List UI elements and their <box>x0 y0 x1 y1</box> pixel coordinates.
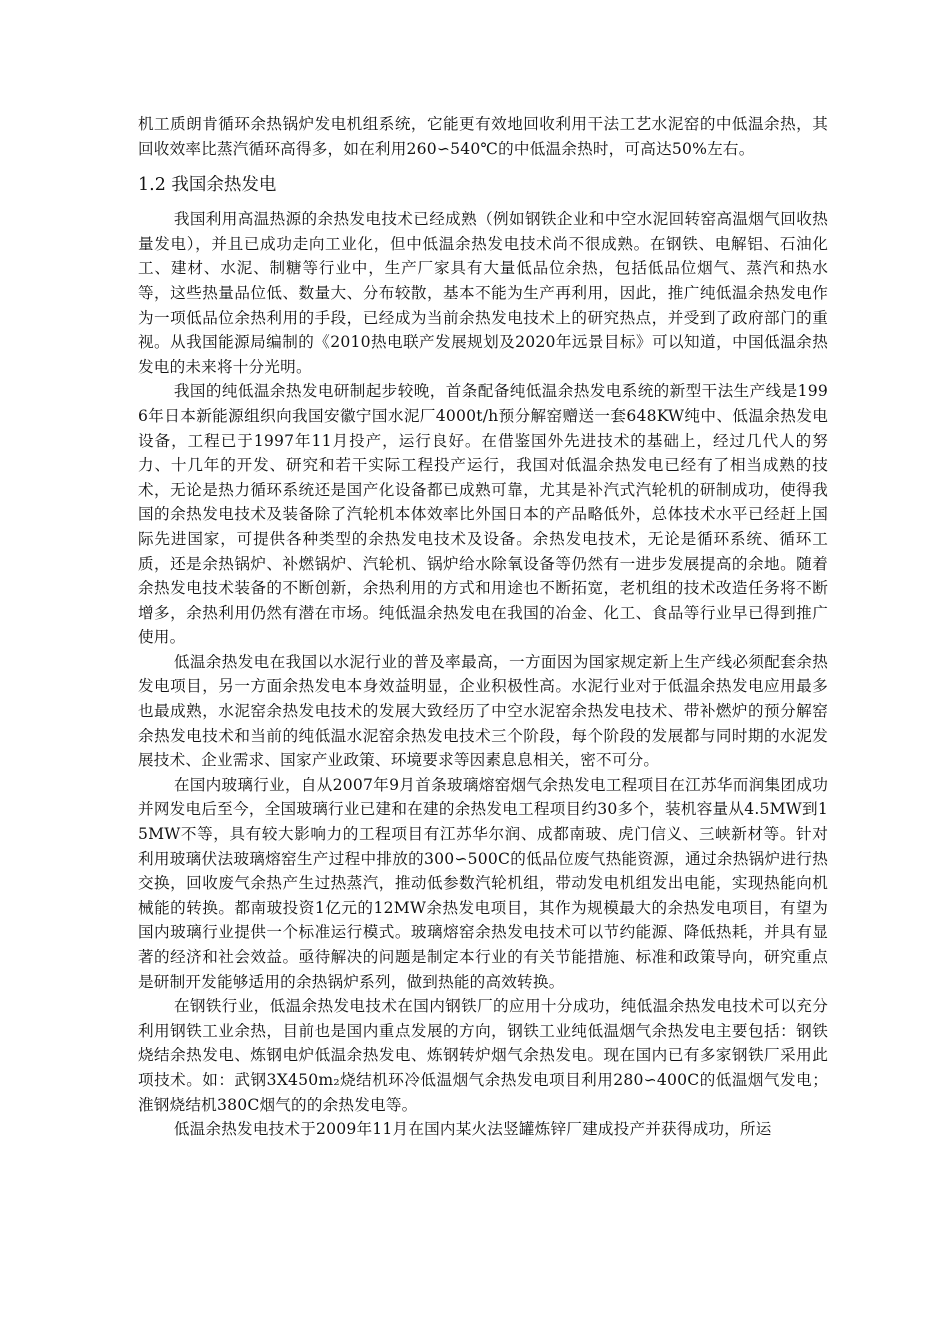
paragraph-6: 低温余热发电技术于2009年11月在国内某火法竖罐炼锌厂建成投产并获得成功，所运 <box>173 1120 772 1139</box>
paragraph-2: 我国的纯低温余热发电研制起步较晚，首条配备纯低温余热发电系统的新型干法生产线是1996年日本新能源组织向我国安徽宁国水泥厂4000t/h预分解窑赠送一套648KW纯中、低温余热发电设备，工程已于1997年11月投产，运行良好。在借鉴国外先进技术的基础上，经过几代人的努力、十几年的开发、研究和若干实际工程投产运行，我国对低温余热发电已经有了相当成熟的技术，无论是热力循环系统还是国产化设备都已成熟可靠，尤其是补汽式汽轮机的研制成功，使得我国的余热发电技术及装备除了汽轮机本体效率比外国日本的产品略低外，总体技术水平已经赶上国际先进国家，可提供各种类型的余热发电技术及设备。余热发电技术，无论是循环系统、循环工质，还是余热锅炉、补燃锅炉、汽轮机、锅炉给水除氧设备等仍然有一进步发展提高的余地。随着余热发电技术装备的不断创新，余热利用的方式和用途也不断拓宽，老机组的技术改造任务将不断增多，余热利用仍然有潜在市场。纯低温余热发电在我国的冶金、化工、食品等行业早已得到推广使用。 <box>138 382 828 647</box>
section-heading: 1.2 我国余热发电 <box>138 175 277 196</box>
paragraph-3: 低温余热发电在我国以水泥行业的普及率最高，一方面因为国家规定新上生产线必须配套余热发电项目，另一方面余热发电本身效益明显，企业积极性高。水泥行业对于低温余热发电应用最多也最成熟，水泥窑余热发电技术的发展大致经历了中空水泥窑余热发电技术、带补燃炉的预分解窑余热发电技术和当前的纯低温水泥窑余热发电技术三个阶段，每个阶段的发展都与同时期的水泥发展技术、企业需求、国家产业政策、环境要求等因素息息相关，密不可分。 <box>138 652 828 770</box>
paragraph-continued: 机工质朗肯循环余热锅炉发电机组系统，它能更有效地回收利用干法工艺水泥窑的中低温余热，其回收效率比蒸汽循环高得多，如在利用260∽540℃的中低温余热时，可高达50%左右。 <box>138 115 828 158</box>
paragraph-5: 在钢铁行业，低温余热发电技术在国内钢铁厂的应用十分成功，纯低温余热发电技术可以充分利用钢铁工业余热，目前也是国内重点发展的方向，钢铁工业纯低温烟气余热发电主要包括：钢铁烧结余热发电、炼钢电炉低温余热发电、炼钢转炉烟气余热发电。现在国内已有多家钢铁厂采用此项技术。如：武钢3X450m₂烧结机环冷低温烟气余热发电项目利用280∽400C的低温烟气发电；淮钢烧结机380C烟气的的余热发电等。 <box>138 997 828 1114</box>
paragraph-4: 在国内玻璃行业，自从2007年9月首条玻璃熔窑烟气余热发电工程项目在江苏华而润集团成功并网发电后至今，全国玻璃行业已建和在建的余热发电工程项目约30多个，装机容量从4.5MW到15MW不等，具有较大影响力的工程项目有江苏华尔润、成都南玻、虎门信义、三峡新材等。针对利用玻璃伏法玻璃熔窑生产过程中排放的300∽500C的低品位废气热能资源，通过余热锅炉进行热交换，回收废气余热产生过热蒸汽，推动低参数汽轮机组，带动发电机组发出电能，实现热能向机械能的转换。都南玻投资1亿元的12MW余热发电项目，其作为规模最大的余热发电项目，有望为国内玻璃行业提供一个标准运行模式。玻璃熔窑余热发电技术可以节约能源、降低热耗，并具有显著的经济和社会效益。亟待解决的问题是制定本行业的有关节能措施、标准和政策导向，研究重点是研制开发能够适用的余热锅炉系列，做到热能的高效转换。 <box>138 775 828 991</box>
document-page <box>138 112 828 1142</box>
paragraph-1: 我国利用高温热源的余热发电技术已经成熟（例如钢铁企业和中空水泥回转窑高温烟气回收热量发电），并且已成功走向工业化，但中低温余热发电技术尚不很成熟。在钢铁、电解铝、石油化工、建材、水泥、制糖等行业中，生产厂家具有大量低品位余热，包括低品位烟气、蒸汽和热水等，这些热量品位低、数量大、分布较散，基本不能为生产再利用，因此，推广纯低温余热发电作为一项低品位余热利用的手段，已经成为当前余热发电技术上的研究热点，并受到了政府部门的重视。从我国能源局编制的《2010热电联产发展规划及2020年远景目标》可以知道，中国低温余热发电的未来将十分光明。 <box>138 210 828 376</box>
